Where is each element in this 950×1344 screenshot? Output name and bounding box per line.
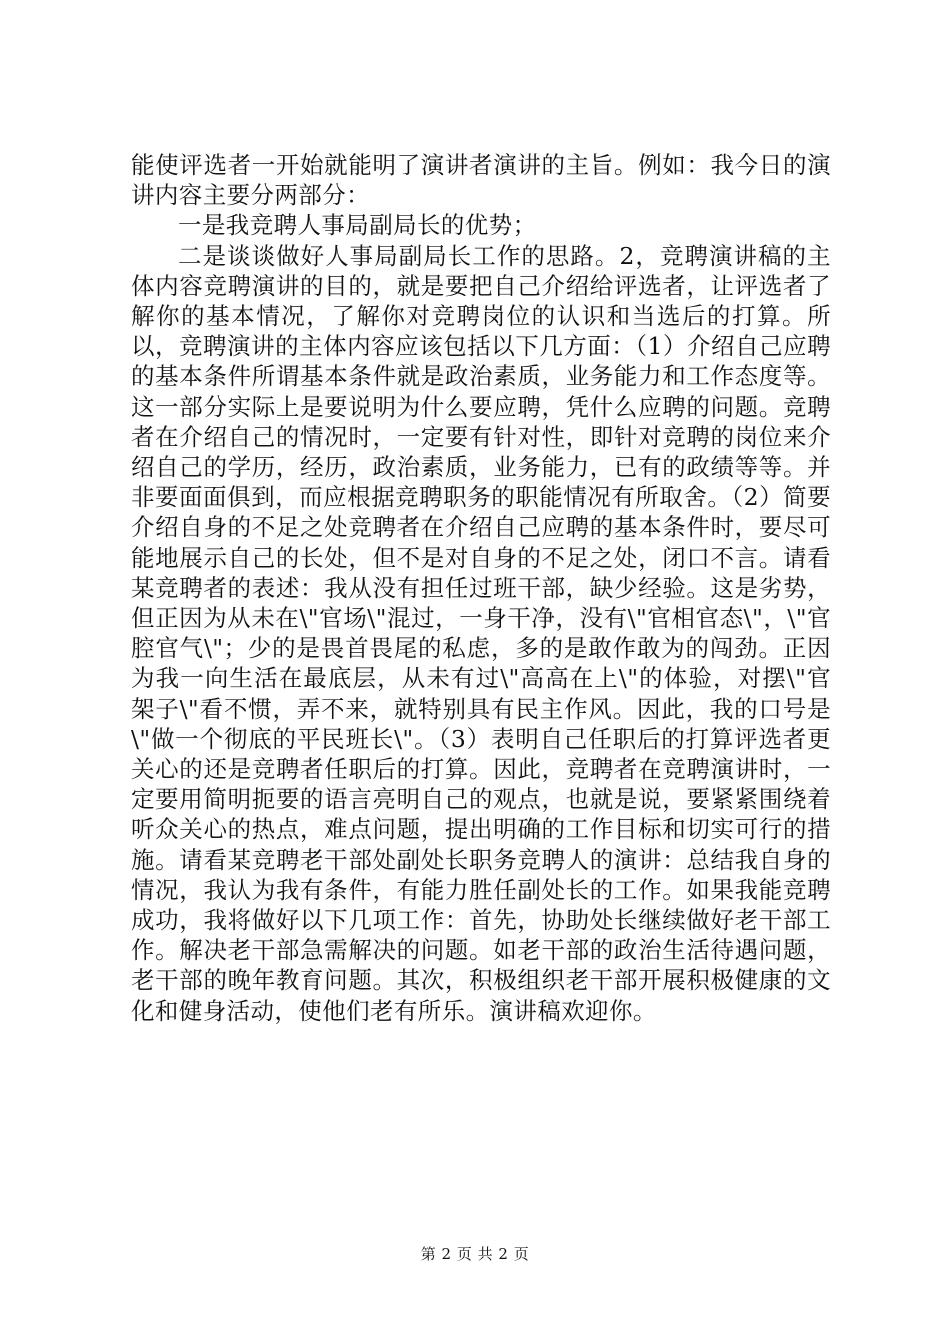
document-body bbox=[131, 150, 831, 1026]
paragraph-intro: 能使评选者一开始就能明了演讲者演讲的主旨。例如：我今日的演讲内容主要分两部分： bbox=[131, 151, 831, 210]
paragraph-point-one: 一是我竞聘人事局副局长的优势； bbox=[178, 211, 537, 240]
paragraph-main-body: 二是谈谈做好人事局副局长工作的思路。2，竞聘演讲稿的主体内容竞聘演讲的目的，就是要把自己介绍给评选者，让评选者了解你的基本情况，了解你对竞聘岗位的认识和当选后的打算。所以，竞聘演讲的主体内容应该包括以下几方面：（1）介绍自己应聘的基本条件所谓基本条件就是政治素质，业务能力和工作态度等。这一部分实际上是要说明为什么要应聘，凭什么应聘的问题。竞聘者在介绍自己的情况时，一定要有针对性，即针对竞聘的岗位来介绍自己的学历，经历，政治素质，业务能力，已有的政绩等等。并非要面面俱到，而应根据竞聘职务的职能情况有所取舍。（2）简要介绍自身的不足之处竞聘者在介绍自己应聘的基本条件时，要尽可能地展示自己的长处，但不是对自身的不足之处，闭口不言。请看某竞聘者的表述：我从没有担任过班干部，缺少经验。这是劣势，但正因为从未在\"官场\"混过，一身干净，没有\"官相官态\"，\"官腔官气\"；少的是畏首畏尾的私虑，多的是敢作敢为的闯劲。正因为我一向生活在最底层，从未有过\"高高在上\"的体验，对摆\"官架子\"看不惯，弄不来，就特别具有民主作风。因此，我的口号是\"做一个彻底的平民班长\"。（3）表明自己任职后的打算评选者更关心的还是竞聘者任职后的打算。因此，竞聘者在竞聘演讲时，一定要用简明扼要的语言亮明自己的观点，也就是说，要紧紧围绕着听众关心的热点，难点问题，提出明确的工作目标和切实可行的措施。请看某竞聘老干部处副处长职务竞聘人的演讲：总结我自身的情况，我认为我有条件，有能力胜任副处长的工作。如果我能竞聘成功，我将做好以下几项工作：首先，协助处长继续做好老干部工作。解决老干部急需解决的问题。如老干部的政治生活待遇问题，老干部的晚年教育问题。其次，积极组织老干部开展积极健康的文化和健身活动，使他们老有所乐。演讲稿欢迎你。 bbox=[131, 241, 831, 1025]
page-footer: 第 2 页 共 2 页 bbox=[420, 1245, 530, 1263]
